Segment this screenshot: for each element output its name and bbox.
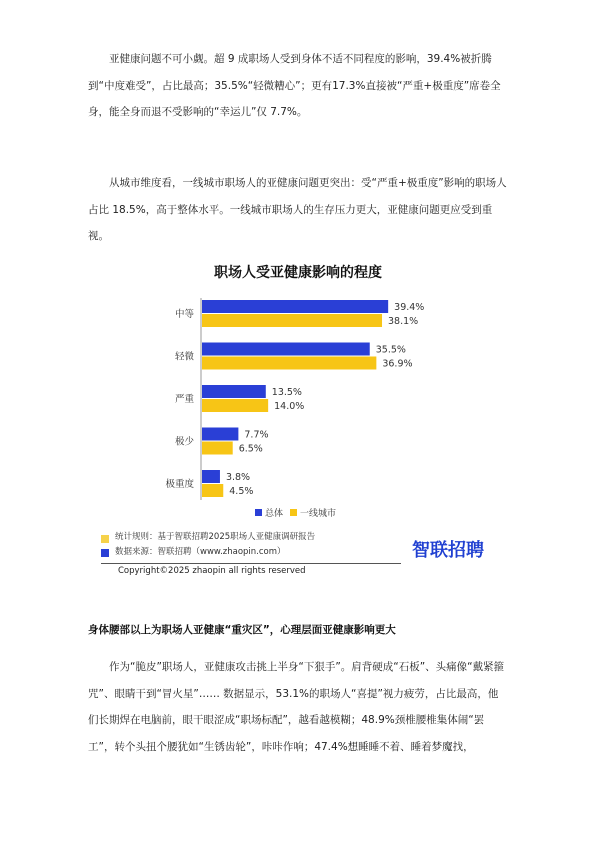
data-label: 14.0% bbox=[274, 401, 305, 412]
source-marker-icon bbox=[101, 549, 109, 557]
bar-tier1 bbox=[202, 442, 233, 455]
section-heading: 身体腰部以上为职场人亚健康“重灾区”，心理层面亚健康影响更大 bbox=[88, 624, 396, 636]
bar-tier1 bbox=[202, 357, 376, 370]
data-label: 35.5% bbox=[375, 344, 406, 356]
data-label: 7.7% bbox=[244, 429, 269, 441]
bar-tier1 bbox=[202, 399, 268, 412]
legend bbox=[255, 507, 336, 519]
data-label: 39.4% bbox=[394, 302, 425, 313]
category-label: 极重度 bbox=[165, 479, 194, 490]
category-label: 中等 bbox=[174, 309, 194, 320]
intro-paragraph: 亚健康问题不可小觑。超 9 成职场人受到身体不适不同程度的影响，39.4%被折腾到“中度难受”，占比最高；35.5%“轻微糟心”；更有17.3%直接被“严重+极重度”席卷全身，能全身而退不受影响的“幸运儿”仅 7.7%。 bbox=[88, 53, 501, 118]
data-label: 36.9% bbox=[382, 358, 413, 370]
statistics-rule-note: 统计规则：基于智联招聘2025职场人亚健康调研报告 bbox=[115, 532, 316, 542]
data-label: 38.1% bbox=[388, 316, 419, 327]
legend-swatch bbox=[255, 509, 262, 516]
data-label: 4.5% bbox=[229, 486, 254, 497]
copyright-text: Copyright©2025 zhaopin all rights reserved bbox=[118, 566, 306, 576]
rule-marker-icon bbox=[101, 535, 109, 543]
city-paragraph: 从城市维度看，一线城市职场人的亚健康问题更突出：受“严重+极重度”影响的职场人占比 18.5%，高于整体水平。一线城市职场人的生存压力更大，亚健康问题更应受到重视。 bbox=[88, 177, 507, 242]
bar-total bbox=[202, 385, 266, 398]
category-label: 严重 bbox=[174, 394, 194, 405]
chart-title: 职场人受亚健康影响的程度 bbox=[214, 265, 382, 281]
bar-tier1 bbox=[202, 484, 223, 497]
bar-total bbox=[202, 470, 220, 483]
body-paragraph: 作为“脆皮”职场人，亚健康攻击挑上半身“下狠手”。肩背硬成“石板”、头痛像“戴紧箍咒”、眼睛干到“冒火星”…… 数据显示，53.1%的职场人“喜提”视力疲劳，占比最高，他们长期焊在电脑前，眼干眼涩成“职场标配”，越看越模糊；48.9%颈椎腰椎集体闹“罢工”，转个头扭个腰犹如“生锈齿轮”，咔咔作响；47.4%想睡睡不着、睡着梦魔找， bbox=[88, 661, 505, 753]
data-label: 13.5% bbox=[271, 387, 302, 398]
category-label: 极少 bbox=[174, 436, 194, 448]
bar-total bbox=[202, 343, 370, 356]
bar-total bbox=[202, 300, 388, 313]
zhaopin-logo bbox=[412, 537, 492, 561]
bar-tier1 bbox=[202, 314, 382, 327]
divider bbox=[101, 563, 401, 564]
legend-label: 一线城市 bbox=[300, 509, 337, 519]
logo-wordmark: 智联招聘 bbox=[412, 540, 484, 561]
data-label: 3.8% bbox=[225, 472, 251, 483]
bars-group bbox=[165, 300, 424, 497]
data-label: 6.5% bbox=[238, 443, 263, 455]
bar-total bbox=[202, 428, 238, 441]
category-label: 轻微 bbox=[174, 351, 194, 363]
legend-label: 总体 bbox=[265, 509, 284, 519]
data-source-note: 数据来源：智联招聘（www.zhaopin.com） bbox=[115, 547, 286, 557]
legend-swatch bbox=[290, 509, 297, 516]
